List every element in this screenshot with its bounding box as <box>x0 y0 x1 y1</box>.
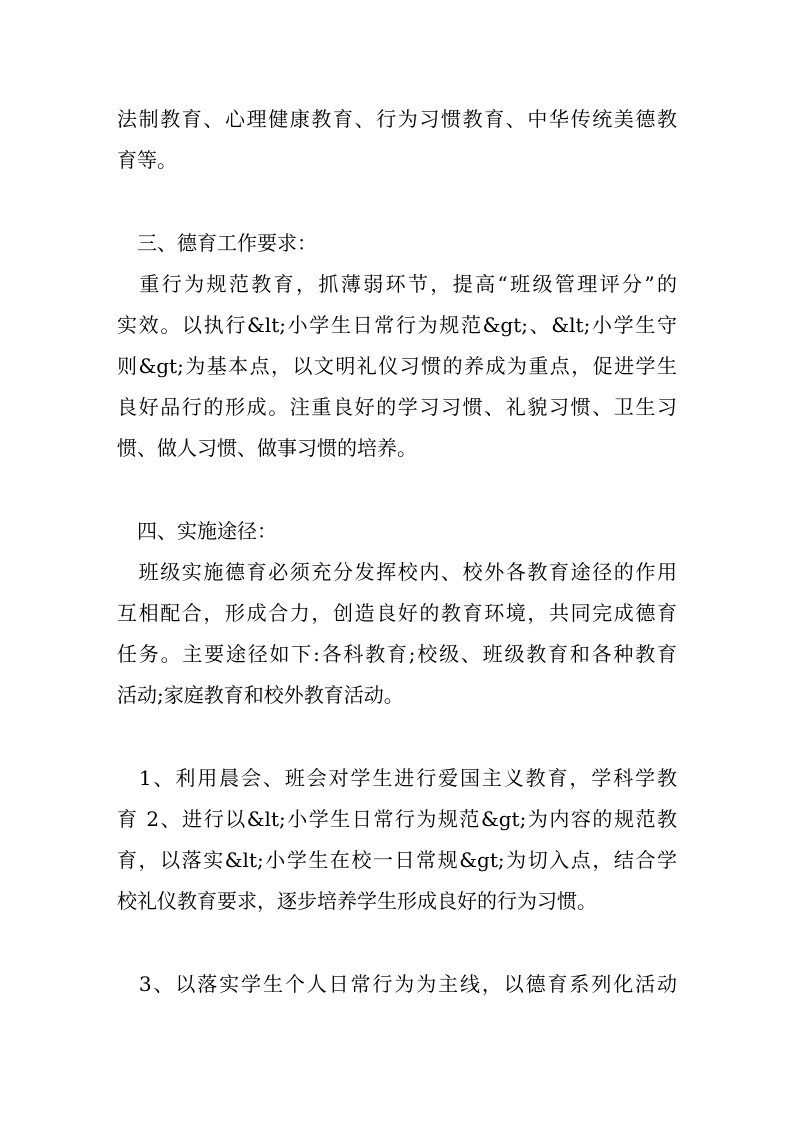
paragraph-line: 班级实施德育必须充分发挥校内、校外各教育途径的作用 <box>117 560 677 584</box>
paragraph-line: 良好品行的形成。注重良好的学习习惯、礼貌习惯、卫生习 <box>117 395 677 419</box>
paragraph-line: 惯、做人习惯、做事习惯的培养。 <box>117 436 417 460</box>
paragraph-line: 活动;家庭教育和校外教育活动。 <box>117 683 404 707</box>
paragraph-line: 重行为规范教育，抓薄弱环节，提高“班级管理评分”的 <box>117 272 677 296</box>
paragraph-line: 育等。 <box>117 148 177 172</box>
section-heading: 三、德育工作要求： <box>117 231 317 255</box>
paragraph-line: 实效。以执行&lt;小学生日常行为规范&gt;、&lt;小学生守 <box>117 313 677 337</box>
paragraph-line: 任务。主要途径如下:各科教育;校级、班级教育和各种教育 <box>117 642 677 666</box>
paragraph-line: 1、利用晨会、班会对学生进行爱国主义教育，学科学教 <box>117 766 677 790</box>
paragraph-line: 法制教育、心理健康教育、行为习惯教育、中华传统美德教 <box>117 107 677 131</box>
paragraph-line: 校礼仪教育要求，逐步培养学生形成良好的行为习惯。 <box>117 889 597 913</box>
paragraph-line: 则&gt;为基本点，以文明礼仪习惯的养成为重点，促进学生 <box>117 354 677 378</box>
paragraph-line: 3、以落实学生个人日常行为为主线，以德育系列化活动 <box>117 972 677 996</box>
section-heading: 四、实施途径： <box>117 519 277 543</box>
paragraph-line: 互相配合，形成合力，创造良好的教育环境，共同完成德育 <box>117 601 677 625</box>
paragraph-line: 育 2、进行以&lt;小学生日常行为规范&gt;为内容的规范教 <box>117 807 677 831</box>
paragraph-line: 育，以落实&lt;小学生在校一日常规&gt;为切入点，结合学 <box>117 848 677 872</box>
